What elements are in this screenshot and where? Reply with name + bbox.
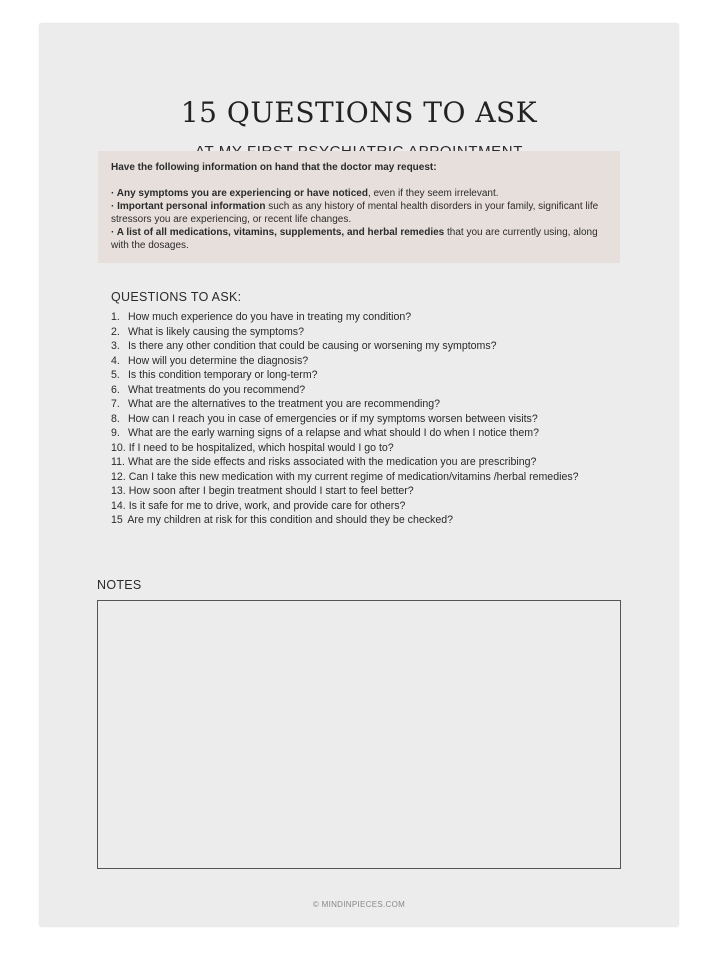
question-text: What are the early warning signs of a relapse and what should I do when I notice them? [127,427,539,439]
list-item [111,455,611,470]
footer-copyright: © MINDINPIECES.COM [312,900,406,909]
list-item [111,484,611,499]
question-text: What is likely causing the symptoms? [127,325,304,338]
notes-heading: NOTES [97,578,142,592]
info-item-personal [111,200,607,226]
question-number: 10. [111,441,126,454]
question-text: Is this condition temporary or long-term? [127,369,318,381]
list-item [111,426,611,441]
question-number: 8. [111,412,120,425]
info-item-text: that you are currently using, along with the dosages. [111,227,598,251]
question-number: 13. [111,485,126,497]
worksheet-page [40,24,678,926]
info-box [98,151,620,263]
list-item [111,513,611,528]
question-text: How will you determine the diagnosis? [127,354,309,367]
list-item [111,397,611,412]
question-text: How much experience do you have in treating my condition? [127,311,412,323]
question-text: What treatments do you recommend? [127,383,306,396]
question-number: 7. [111,398,120,410]
info-box-heading: Have the following information on hand that the doctor may request: [111,162,437,173]
list-item [111,383,611,398]
page-title: 15 QUESTIONS TO ASK [180,96,538,129]
question-text: If I need to be hospitalized, which hospital would I go to? [128,441,394,454]
list-item [111,368,611,383]
list-item [111,499,611,514]
question-text: What are the side effects and risks associated with the medication you are prescribing? [127,456,537,468]
info-item-bold: · A list of all medications, vitamins, supplements, and herbal remedies [111,227,445,238]
list-item [111,310,611,325]
info-item-bold: · Any symptoms you are experiencing or have noticed [111,188,368,199]
info-item-bold: · Important personal information [111,201,266,212]
question-text: Can I take this new medication with my current regime of medication/vitamins /herbal remedies? [128,470,579,483]
list-item [111,412,611,427]
question-text: How can I reach you in case of emergencies or if my symptoms worsen between visits? [127,412,538,425]
question-text: Is there any other condition that could be causing or worsening my symptoms? [127,340,497,352]
list-item [111,441,611,456]
question-number: 4. [111,354,120,367]
question-text: What are the alternatives to the treatment you are recommending? [127,398,441,410]
questions-heading: QUESTIONS TO ASK: [111,290,242,304]
list-item [111,325,611,340]
question-number: 3. [111,340,120,352]
questions-list [111,310,611,528]
question-number: 6. [111,383,120,396]
list-item [111,470,611,485]
info-item-text: , even if they seem irrelevant. [367,188,499,199]
question-number: 1. [111,311,120,323]
question-number: 12. [111,470,126,483]
question-text: How soon after I begin treatment should I start to feel better? [128,485,414,497]
question-number: 14. [111,499,126,512]
question-number: 15 [111,514,123,526]
info-item-text: such as any history of mental health disorders in your family, significant life stressors you are experiencing, or recent life changes. [111,201,599,225]
question-number: 2. [111,325,120,338]
question-number: 9. [111,427,120,439]
notes-box [97,600,621,869]
question-text: Is it safe for me to drive, work, and provide care for others? [128,499,406,512]
list-item [111,339,611,354]
question-number: 11. [111,456,125,468]
question-number: 5. [111,369,120,381]
list-item [111,354,611,369]
info-item-medications [111,226,607,252]
info-item-symptoms [111,187,607,200]
question-text: Are my children at risk for this condition and should they be checked? [127,514,453,526]
